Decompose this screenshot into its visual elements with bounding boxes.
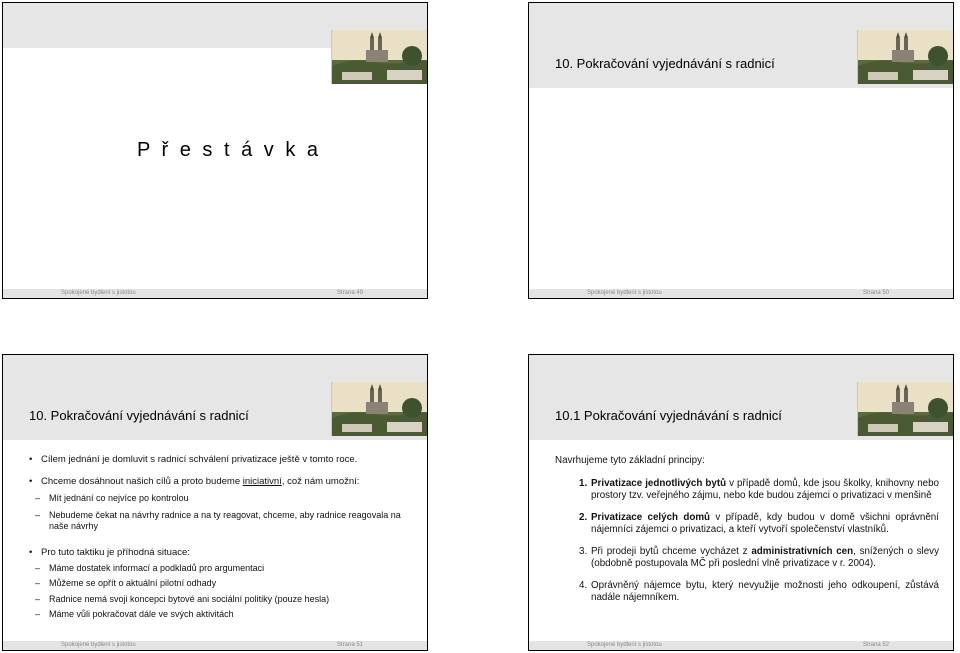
principle-item (579, 546, 939, 571)
page-number: Strana 51 (337, 642, 364, 648)
slide-content (555, 455, 939, 605)
castle-photo (857, 382, 953, 436)
slide-title: 10. Pokračování vyjednávání s radnicí (29, 408, 249, 423)
item-number: 1. (579, 477, 588, 489)
underlined-word: iniciativní (242, 476, 282, 487)
item-bold: administrativních cen (751, 545, 854, 557)
principle-item (579, 478, 939, 503)
text-part: , což nám umožní: (281, 476, 360, 487)
bullet-goal: • Cílem jednání je domluvit s radnicí schválení privatizace ještě v tomto roce. (27, 454, 417, 466)
principles-list (555, 478, 939, 605)
sub-item: – Máme vůli pokračovat dále ve svých aktivitách (27, 609, 417, 621)
footer-left: Spokojené bydlení s jistotou (61, 642, 136, 648)
bullet-initiative (27, 476, 417, 488)
item-number: 2. (579, 511, 588, 523)
slide-title: P ř e s t á v k a (137, 139, 322, 161)
page-number: Strana 49 (337, 290, 364, 296)
sub-item: – Nebudeme čekat na návrhy radnice a na ty reagovat, chceme, aby radnice reagovala na naše návrhy (27, 510, 417, 533)
item-number: 3. (579, 545, 588, 557)
item-number: 4. (579, 579, 588, 591)
castle-photo (331, 30, 427, 84)
item-bold: Privatizace jednotlivých bytů (591, 477, 727, 489)
slide-50 (528, 2, 954, 299)
castle-photo (857, 30, 953, 84)
slide-footer (529, 289, 953, 298)
item-bold: Privatizace celých domů (591, 511, 711, 523)
sub-item: – Radnice nemá svoji koncepci bytové ani sociální politiky (pouze hesla) (27, 594, 417, 606)
page-number: Strana 52 (863, 642, 890, 648)
slide-content (27, 454, 417, 621)
slide-footer (3, 641, 427, 650)
item-text: , snížených o slevy (obdobně postupovala MČ při poslední vlně privatizace v r. 2004). (591, 545, 939, 569)
text-part: Chceme dosáhnout našich cílů a proto budeme (41, 476, 243, 487)
intro-text: Navrhujeme tyto základní principy: (555, 455, 705, 466)
slide-51 (2, 354, 428, 651)
slide-footer (529, 641, 953, 650)
bullet-situation: • Pro tuto taktiku je příhodná situace: (27, 547, 417, 559)
footer-left: Spokojené bydlení s jistotou (587, 290, 662, 296)
footer-left: Spokojené bydlení s jistotou (61, 290, 136, 296)
sub-item: – Máme dostatek informací a podkladů pro argumentaci (27, 563, 417, 575)
slide-footer (3, 289, 427, 298)
slide-49 (2, 2, 428, 299)
item-text: v případě domů, kde jsou školky, knihovny nebo prostory tzv. veřejného zájmu, nebo kde budou zájemci o privatizaci v menšině (591, 477, 939, 501)
slide-title: 10. Pokračování vyjednávání s radnicí (555, 56, 775, 71)
page-number: Strana 50 (863, 290, 890, 296)
item-text: Při prodeji bytů chceme vycházet z (591, 545, 752, 557)
slide-title: 10.1 Pokračování vyjednávání s radnicí (555, 408, 782, 423)
item-text: Oprávněný nájemce bytu, který nevyužije možnosti jeho odkoupení, zůstává nadále nájemníkem. (591, 579, 939, 603)
sub-item: – Můžeme se opřít o aktuální pilotní odhady (27, 578, 417, 590)
footer-left: Spokojené bydlení s jistotou (587, 642, 662, 648)
principle-item (579, 580, 939, 605)
sub-item: – Mít jednání co nejvíce po kontrolou (27, 493, 417, 505)
item-text: v případě, kdy budou v domě všichni oprávnění nájemníci zájemci o privatizaci, a kteří vytvoří společenství vlastníků. (591, 511, 939, 535)
principle-item (579, 512, 939, 537)
slide-52 (528, 354, 954, 651)
castle-photo (331, 382, 427, 436)
